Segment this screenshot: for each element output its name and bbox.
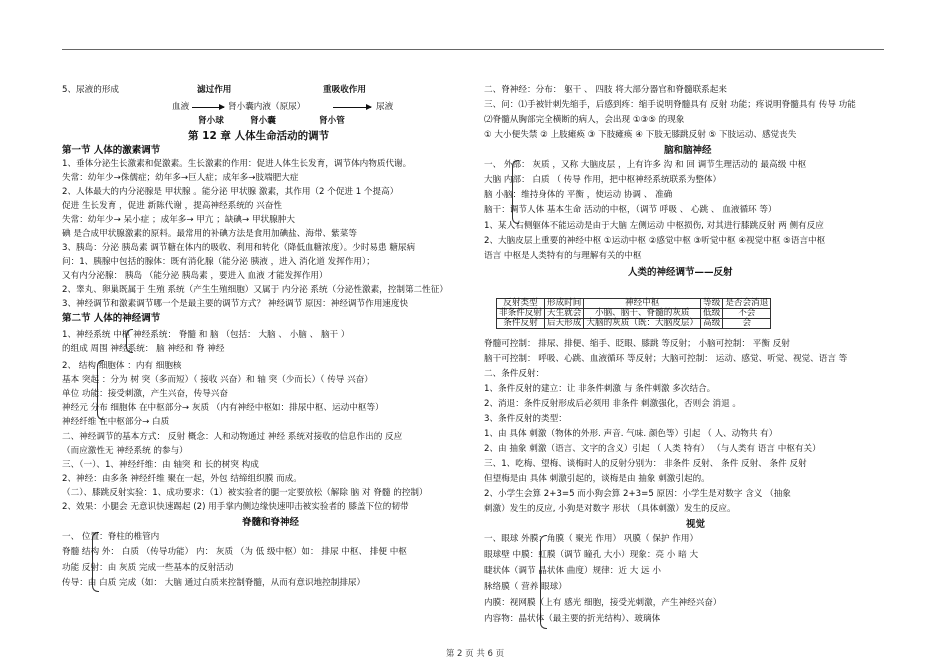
text-line: 但望梅是由 具体 刺激引起的，谈梅是由 抽象 刺激引起的。 [484, 474, 710, 484]
text-line: 1、条件反射的建立：让 非条件刺激 与 条件刺激 多次结合。 [484, 384, 716, 394]
top-rule [62, 49, 884, 50]
text-line: 睫状体（调节 晶状体 曲度）规律：近 大 远 小 [484, 566, 661, 576]
text-line: 2、睾丸、卵巢既属于 生殖 系统（产生生殖细胞）又属于 内分泌 系统（分泌性激素，控制第二性征） [62, 285, 448, 295]
text-line: 基本 突起 ：分为 树 突（多而短）（ 接收 兴奋）和 轴 突（少而长）（ 传导 兴奋） [62, 375, 373, 385]
text-line: 传导：由 白质 完成（如： 大脑 通过白质来控制脊髓，从而有意识地控制排尿） [62, 578, 366, 588]
text-line: 2、大脑皮层上重要的神经中枢 ①运动中枢 ②感觉中枢 ③听觉中枢 ④视觉中枢 ⑤语言中枢 [484, 236, 826, 246]
table-header-row [497, 299, 771, 309]
vision-title: 视觉 [686, 519, 706, 530]
text-line: 失常：幼年少→ 呆小症 ；成年多→ 甲亢 ；缺碘→ 甲状腺肿大 [62, 215, 295, 225]
table-row [497, 319, 771, 329]
text-line: 2、神经：由多条 神经纤维 聚在一起，外包 结缔组织膜 而成。 [62, 474, 302, 484]
text-line: 内容物：晶状体（最主要的折光结构）、玻璃体 [484, 614, 661, 624]
table-header-cell: 形成时间 [544, 299, 583, 309]
text-line: 2、小学生会算 2+3=5 而小狗会算 2+3=5 原因：小学生是对数字 含义 （抽象 [484, 489, 791, 499]
text-line: 语言 中枢是人类特有的与理解有关的中枢 [484, 251, 642, 261]
table-header-cell: 等级 [701, 299, 723, 309]
text-line: 2、效果：小腿会 无意识快速踢起 (2) 用手掌内侧边缘快速叩击被实验者的 膝盖下位的韧带 [62, 502, 409, 512]
table-cell: 高级 [701, 319, 723, 329]
table-cell: 后天形成 [544, 319, 583, 329]
text-line: 2、 结构 细胞体 ：内有 细胞核 [62, 361, 182, 371]
text-line: ① 大小便失禁 ② 上肢瘫痪 ③ 下肢瘫痪 ④ 下肢无膝跳反射 ⑤ 下肢运动、感觉丧失 [484, 130, 797, 140]
table-header-cell: 是否会消退 [723, 299, 771, 309]
brain-title: 脑和脑神经 [664, 145, 712, 156]
page-footer: 第 2 页 共 6 页 [445, 649, 505, 659]
text-line: 二、条件反射： [484, 369, 545, 379]
text-line: 2、消退：条件反射形成后必须用 非条件 刺激强化，否则会 消退 。 [484, 399, 742, 409]
filtration-label: 滤过作用 [197, 85, 232, 95]
urine-label: 尿液 [376, 102, 394, 112]
arrow-filtration [192, 107, 224, 108]
chapter-title: 第 12 章 人体生命活动的调节 [188, 130, 330, 142]
table-cell: 会 [723, 319, 771, 329]
text-line: 1、垂体分泌生长激素和促激素。生长激素的作用：促进人体生长发育，调节体内物质代谢。 [62, 159, 412, 169]
arrow-reabsorption [333, 107, 371, 108]
text-line: 三、1、吃梅、望梅、谈梅时人的反射分别为： 非条件 反射、 条件 反射、 条件 反射 [484, 459, 807, 469]
text-line: 三、（一）、1、神经纤维：由 轴突 和 长的树突 构成 [62, 460, 259, 470]
text-line: 神经元 分布 细胞体 在中枢部分→ 灰质 （内有神经中枢如：排尿中枢、运动中枢等） [62, 403, 384, 413]
table-header-cell: 神经中枢 [584, 299, 701, 309]
text-line: 1、神经系统 中枢 神经系统： 脊髓 和 脑 （包括： 大脑 、 小脑 、 脑干 ） [62, 330, 350, 340]
text-line: 2、人体最大的内分泌腺是 甲状腺 。能分泌 甲状腺 激素，其作用（2 个促进 1 个提高） [62, 187, 399, 197]
capsule-fluid-label: 肾小囊内液（原尿） [228, 102, 306, 112]
table-cell: 不会 [723, 309, 771, 319]
text-line: 失常：幼年少→侏儒症；幼年多→巨人症；成年多→肢端肥大症 [62, 173, 299, 183]
table-header-cell: 反射类型 [497, 299, 545, 309]
text-line: 3、神经调节和激素调节哪一个是最主要的调节方式？ 神经调节 原因：神经调节作用速度快 [62, 299, 409, 309]
text-line: 1、某人右侧躯体不能运动是由于大脑 左侧运动 中枢损伤, 对其进行膝跳反射 两 侧有反应 [484, 221, 824, 231]
text-line: 内膜：视网膜（上有 感光 细胞，接受光刺激，产生神经兴奋） [484, 598, 722, 608]
table-cell: 低级 [701, 309, 723, 319]
text-line: 脑 小脑：维持身体的 平衡 ，使运动 协调 、 准确 [484, 190, 673, 200]
text-line: 脊髓 结构 外： 白质 （传导功能） 内： 灰质 （为 低 级中枢）如： 排尿 中枢、 排便 中枢 [62, 547, 407, 557]
text-line: 2、由 抽象 刺激（语言、文字的含义）引起 （ 人类 特有） （与人类有 语言 中枢有关） [484, 444, 821, 454]
text-line: 单位 功能：接受刺激，产生兴奋，传导兴奋 [62, 389, 229, 399]
text-line: 脑干：调节人体 基本生命 活动的中枢，（调节 呼吸 、 心跳 、 血液循环 等） [484, 205, 777, 215]
text-line: 神经纤维 在中枢部分→ 白质 [62, 417, 170, 427]
text-line: 刺激）发生的反应, 小狗是对数字 形状 （具体刺激）发生的反应。 [484, 504, 736, 514]
text-line: 1、由 具体 刺激（物体的外形. 声音. 气味. 颜色等）引起 （ 人、动物共 有） [484, 429, 778, 439]
table-cell: 条件反射 [497, 319, 545, 329]
table-cell: 大脑的灰质（既：大脑皮层） [584, 319, 701, 329]
text-line: 一、 位置：脊柱的椎管内 [62, 532, 160, 542]
text-line: 脑干可控制： 呼吸、心跳、血液循环 等反射；大脑可控制： 运动、感觉、听觉、视觉、语言 等 [484, 354, 848, 364]
text-line: （二）、膝跳反射实验：1、成功要求：（1）被实验者的腿一定要放松（解除 脑 对 脊髓 的控制） [62, 488, 428, 498]
table-row [497, 309, 771, 319]
capsule-label: 肾小囊 [250, 116, 276, 126]
text-line: （而应激性无 神经系统 的参与） [62, 446, 188, 456]
urine-formation-label: 5、尿液的形成 [62, 85, 120, 95]
blood-label: 血液 [172, 102, 190, 112]
text-line: 问：1、胰腺中包括的腺体：既有消化腺（能分泌 胰液 ，进入 消化道 发挥作用）； [62, 257, 375, 267]
reflex-table [496, 298, 771, 329]
text-line: 大脑 内部： 白质 （ 传导 作用，把中枢神经系统联系为整体） [484, 175, 722, 185]
text-line: 又有内分泌腺： 胰岛 （能分泌 胰岛素 ，要进入 血液 才能发挥作用） [62, 271, 328, 281]
text-line: 眼球壁 中膜：虹膜（调节 瞳孔 大小）现象：亮 小 暗 大 [484, 550, 699, 560]
text-line: 3、条件反射的类型： [484, 414, 567, 424]
text-line: 脊髓可控制： 排尿、排便、缩手、眨眼、膝跳 等反射； 小脑可控制： 平衡 反射 [484, 339, 790, 349]
text-line: 一、眼球 外膜：角膜（ 聚光 作用） 巩膜（ 保护 作用） [484, 534, 699, 544]
glomerulus-label: 肾小球 [198, 116, 224, 126]
text-line: 三、问：⑴手被针刺先缩手，后感到疼：缩手说明脊髓具有 反射 功能；疼说明脊髓具有 传导 功能 [484, 100, 856, 110]
reabsorption-label: 重吸收作用 [323, 85, 366, 95]
text-line: 二、神经调节的基本方式： 反射 概念：人和动物通过 神经 系统对接收的信息作出的 反应 [62, 432, 403, 442]
text-line: 脉络膜（ 营养 眼球） [484, 582, 567, 592]
tubule-label: 肾小管 [319, 116, 345, 126]
text-line: ⑵脊髓从胸部完全横断的病人，会出现 ①③⑤ 的现象 [484, 115, 685, 125]
text-line: 一、 外部： 灰质 ，又称 大脑皮层 ，上有许多 沟 和 回 调节生理活动的 最高级 中枢 [484, 160, 807, 170]
text-line: 碘 是合成甲状腺激素的原料。最常用的补碘方法是食用加碘盐、海带、紫菜等 [62, 229, 357, 239]
text-line: 促进 生长发育 ，促进 新陈代谢 ，提高神经系统的 兴奋性 [62, 201, 282, 211]
text-line: 3、胰岛：分泌 胰岛素 调节糖在体内的吸收、利用和转化（降低血糖浓度）。少时易患 糖尿病 [62, 243, 416, 253]
spinal-title: 脊髓和脊神经 [242, 517, 300, 528]
text-line: 的组成 周围 神经系统： 脑 神经和 脊 神经 [62, 344, 225, 354]
table-cell: 非条件反射 [497, 309, 545, 319]
section2-title: 第二节 人体的神经调节 [62, 313, 161, 324]
table-cell: 天生就会 [544, 309, 583, 319]
section1-title: 第一节 人体的激素调节 [62, 145, 161, 156]
table-cell: 小脑、脑干、脊髓的灰质 [584, 309, 701, 319]
text-line: 二、脊神经：分布： 躯干 、 四肢 将大部分器官和脊髓联系起来 [484, 85, 727, 95]
text-line: 功能 反射：由 灰质 完成一些基本的反射活动 [62, 563, 234, 573]
reflex-title: 人类的神经调节——反射 [628, 267, 733, 278]
